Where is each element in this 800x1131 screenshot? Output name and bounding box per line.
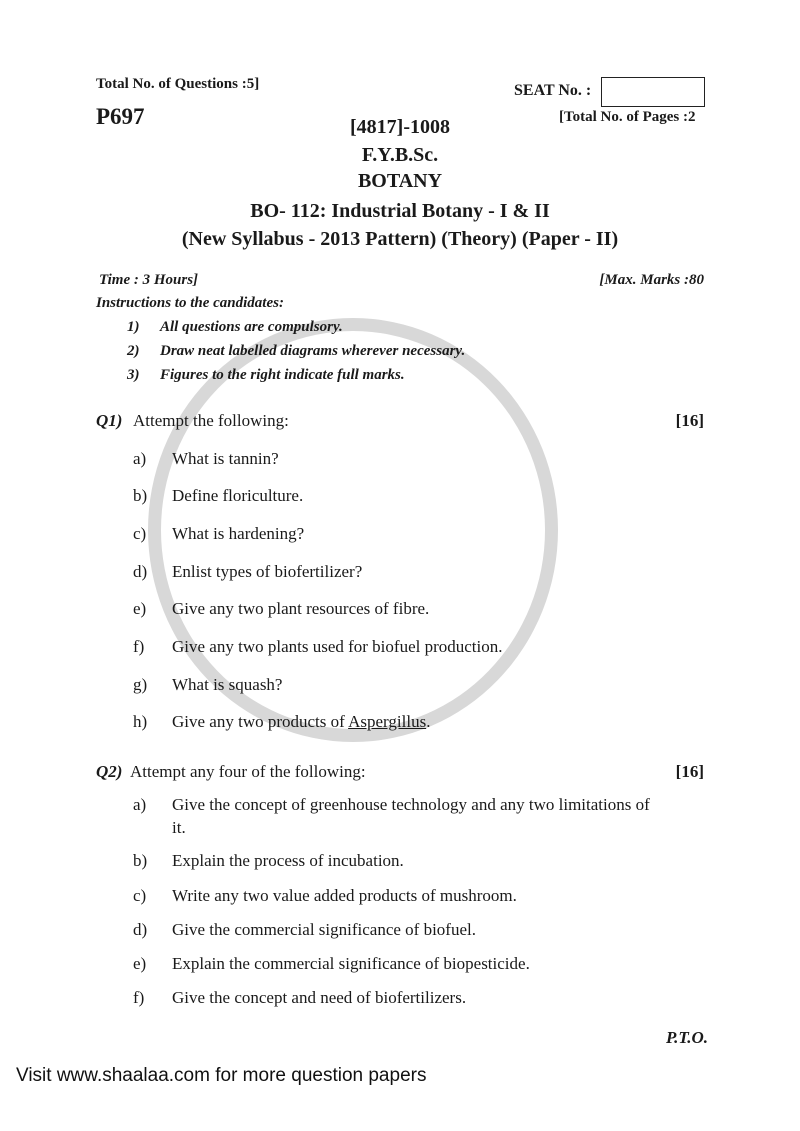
item-label: a) [133, 795, 147, 814]
question-item: Define floriculture. [172, 486, 304, 505]
item-label: d) [133, 920, 148, 939]
instruction-text: Figures to the right indicate full marks. [160, 367, 405, 383]
max-marks: [Max. Marks :80 [599, 272, 704, 288]
question-item: Give the concept of greenhouse technology and any two limitations of [172, 795, 650, 814]
instruction-num: 3) [127, 367, 140, 383]
question-item: What is tannin? [172, 449, 279, 468]
question-item: Enlist types of biofertilizer? [172, 562, 363, 581]
time: Time : 3 Hours] [99, 272, 199, 288]
paper-code: P697 [96, 104, 145, 129]
item-label: f) [133, 637, 145, 656]
exam-code: [4817]-1008 [350, 116, 450, 138]
q1-number: Q1) [96, 411, 123, 430]
subject: BOTANY [357, 170, 443, 192]
item-label: c) [133, 524, 147, 543]
seat-label: SEAT No. : [514, 82, 592, 99]
total-pages: [Total No. of Pages :2 [559, 109, 696, 125]
item-label: g) [133, 675, 148, 694]
question-item: Write any two value added products of mushroom. [172, 886, 517, 905]
question-item: What is squash? [172, 675, 283, 694]
paper-title: BO- 112: Industrial Botany - I & II [250, 200, 550, 222]
question-item: Give any two plants used for biofuel production. [172, 637, 503, 656]
question-item: Explain the commercial significance of biopesticide. [172, 954, 530, 973]
question-text: Give any two products of [172, 712, 349, 731]
total-questions: Total No. of Questions :5] [96, 76, 260, 92]
item-label: d) [133, 562, 148, 581]
item-label: b) [133, 486, 148, 505]
q1-title: Attempt the following: [133, 411, 289, 430]
period: . [426, 712, 431, 731]
question-item: Give the concept and need of biofertilizers. [172, 988, 467, 1007]
pattern: (New Syllabus - 2013 Pattern) (Theory) (Paper - II) [181, 228, 619, 250]
course: F.Y.B.Sc. [361, 144, 439, 166]
instruction-text: All questions are compulsory. [160, 319, 343, 335]
organism-name: Aspergillus [348, 712, 427, 731]
instruction-text: Draw neat labelled diagrams wherever necessary. [160, 343, 466, 359]
item-label: e) [133, 954, 147, 973]
item-label: f) [133, 988, 145, 1007]
instruction-num: 2) [127, 343, 140, 359]
item-label: b) [133, 851, 148, 870]
question-item: What is hardening? [172, 524, 305, 543]
q2-marks: [16] [675, 762, 704, 781]
seat-number-box [601, 77, 705, 107]
question-item: Explain the process of incubation. [172, 851, 404, 870]
pto: P.T.O. [665, 1028, 708, 1047]
instructions-title: Instructions to the candidates: [96, 295, 284, 311]
question-item-continued: it. [172, 818, 186, 837]
footer-link[interactable]: Visit www.shaalaa.com for more question papers [16, 1065, 427, 1086]
question-item: Give the commercial significance of biofuel. [172, 920, 476, 939]
instruction-num: 1) [127, 319, 140, 335]
q2-title: Attempt any four of the following: [130, 762, 366, 781]
question-item: Give any two plant resources of fibre. [172, 599, 430, 618]
item-label: e) [133, 599, 147, 618]
item-label: a) [133, 449, 147, 468]
item-label: c) [133, 886, 147, 905]
q2-number: Q2) [96, 762, 123, 781]
q1-marks: [16] [675, 411, 704, 430]
question-item [172, 712, 430, 732]
item-label: h) [133, 712, 148, 731]
